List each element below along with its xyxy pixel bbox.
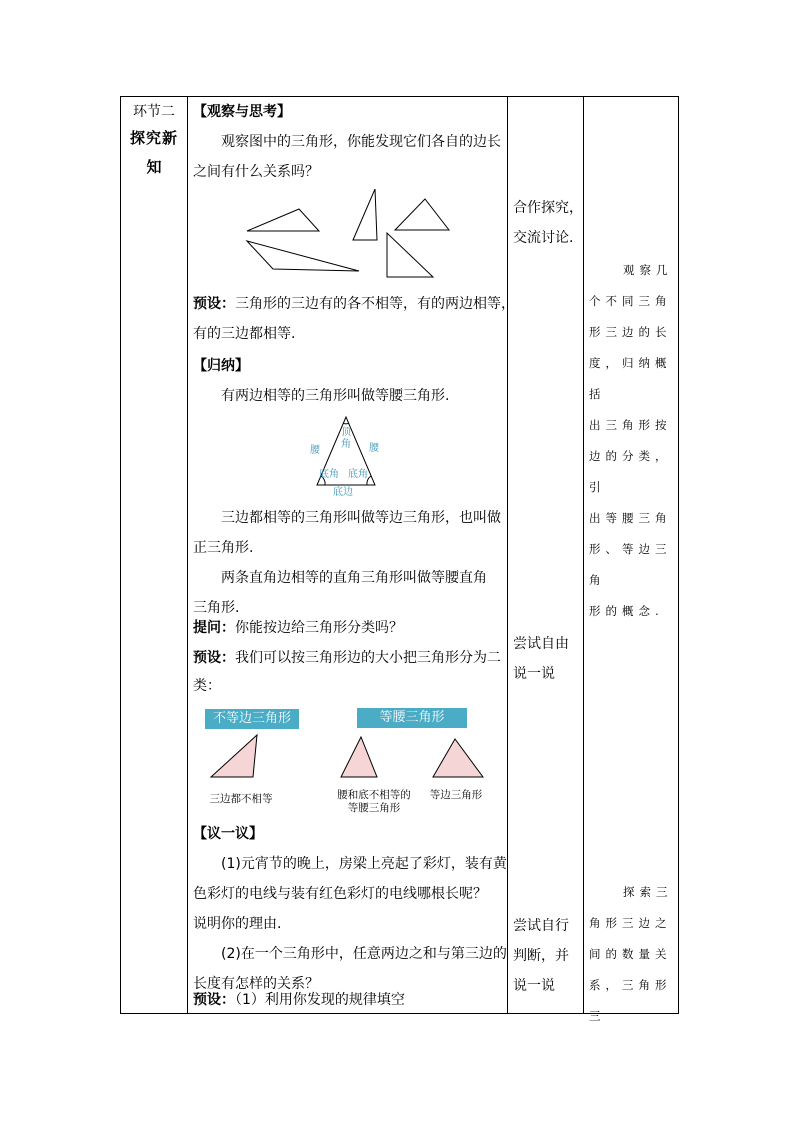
triangle-shape	[353, 189, 377, 240]
column-divider	[187, 97, 188, 1013]
activity-line: 说一说	[513, 666, 555, 682]
column-divider	[583, 97, 584, 1013]
paragraph: 色彩灯的电线与装有红色彩灯的电线哪根长呢？	[193, 886, 487, 902]
intent-line: 形的概念.	[589, 604, 664, 618]
stage-label: 环节二	[133, 104, 175, 120]
triangle-shape	[395, 199, 449, 230]
paragraph: 之间有什么关系吗？	[193, 164, 319, 180]
base-angle-label: 底角	[319, 469, 339, 480]
stage-cell	[121, 97, 187, 177]
intent-line: 度，归纳概括	[589, 356, 672, 401]
apex-label: 顶 角	[341, 427, 351, 450]
student-activity	[513, 629, 583, 689]
classification-triangles	[207, 733, 497, 785]
intent-line: 出三角形按	[589, 418, 672, 432]
isosceles-triangle	[341, 737, 377, 777]
activity-line: 尝试自行	[513, 918, 569, 934]
isosceles-badge: 等腰三角形	[357, 708, 467, 728]
paragraph: 正三角形.	[193, 540, 254, 556]
heading-summary: 【归纳】	[193, 358, 249, 374]
paragraph: (2)在一个三角形中，任意两边之和与第三边的	[221, 946, 507, 962]
leg-label: 腰	[310, 445, 320, 456]
equilateral-triangle	[433, 739, 483, 777]
scalene-caption: 三边都不相等	[209, 793, 273, 805]
triangle-shape	[387, 233, 433, 277]
isosceles-caption: 腰和底不相等的 等腰三角形	[337, 789, 411, 814]
activity-line: 说一说	[513, 978, 555, 994]
heading-discuss: 【议一议】	[193, 826, 263, 842]
intent-line: 边的分类，引	[589, 449, 672, 494]
paragraph: 三角形.	[193, 600, 240, 616]
stage-title-line1: 探究新	[129, 129, 178, 147]
intent-line: 形三边的长	[589, 325, 672, 339]
scalene-triangle	[211, 735, 257, 777]
paragraph: 三边都相等的三角形叫做等边三角形，也叫做	[221, 510, 501, 526]
student-activity	[513, 911, 583, 1001]
equilateral-caption: 等边三角形	[429, 789, 483, 801]
paragraph: 观察图中的三角形，你能发现它们各自的边长	[221, 134, 501, 150]
activity-line: 交流讨论.	[513, 230, 574, 246]
paragraph: 类：	[193, 678, 221, 694]
base-label: 底边	[333, 487, 353, 498]
paragraph: 预设：我们可以按三角形边的大小把三角形分为二	[193, 650, 501, 666]
paragraph: (1)元宵节的晚上，房梁上亮起了彩灯，装有黄	[221, 856, 507, 872]
design-intent	[589, 255, 673, 627]
intent-line: 角形三边之	[589, 916, 672, 930]
intent-line: 系，三角形三	[589, 978, 672, 1023]
paragraph: 长度有怎样的关系？	[193, 976, 319, 992]
paragraph: 两条直角边相等的直角三角形叫做等腰直角	[221, 570, 487, 586]
paragraph: 说明你的理由.	[193, 916, 282, 932]
design-intent	[589, 877, 673, 1032]
leg-label: 腰	[369, 443, 379, 454]
student-activity	[513, 193, 583, 253]
activity-line: 判断，并	[513, 948, 569, 964]
paragraph: 有的三边都相等.	[193, 326, 296, 342]
paragraph: 预设：（1）利用你发现的规律填空	[193, 992, 405, 1008]
intent-line: 观察几	[623, 263, 673, 277]
triangle-shape	[247, 241, 359, 271]
apex-angle-arc	[343, 423, 349, 424]
base-angle-label: 底角	[348, 469, 368, 480]
intent-line: 间的数量关	[589, 947, 672, 961]
stage-title-line2: 知	[146, 158, 162, 176]
triangle-shape	[247, 209, 319, 231]
intent-line: 形、等边三角	[589, 542, 672, 587]
intent-line: 出等腰三角	[589, 511, 672, 525]
scalene-badge: 不等边三角形	[205, 709, 299, 729]
intent-line: 个不同三角	[589, 294, 672, 308]
question: 提问：你能按边给三角形分类吗？	[193, 620, 403, 636]
activity-line: 合作探究，	[513, 200, 583, 216]
intent-line: 探索三	[623, 885, 673, 899]
activity-line: 尝试自由	[513, 636, 569, 652]
paragraph: 有两边相等的三角形叫做等腰三角形.	[221, 388, 450, 404]
triangles-figure	[243, 189, 453, 285]
paragraph: 预设：三角形的三边有的各不相等，有的两边相等，	[193, 296, 515, 312]
heading-observe: 【观察与思考】	[193, 104, 291, 120]
lesson-table	[120, 96, 679, 1023]
